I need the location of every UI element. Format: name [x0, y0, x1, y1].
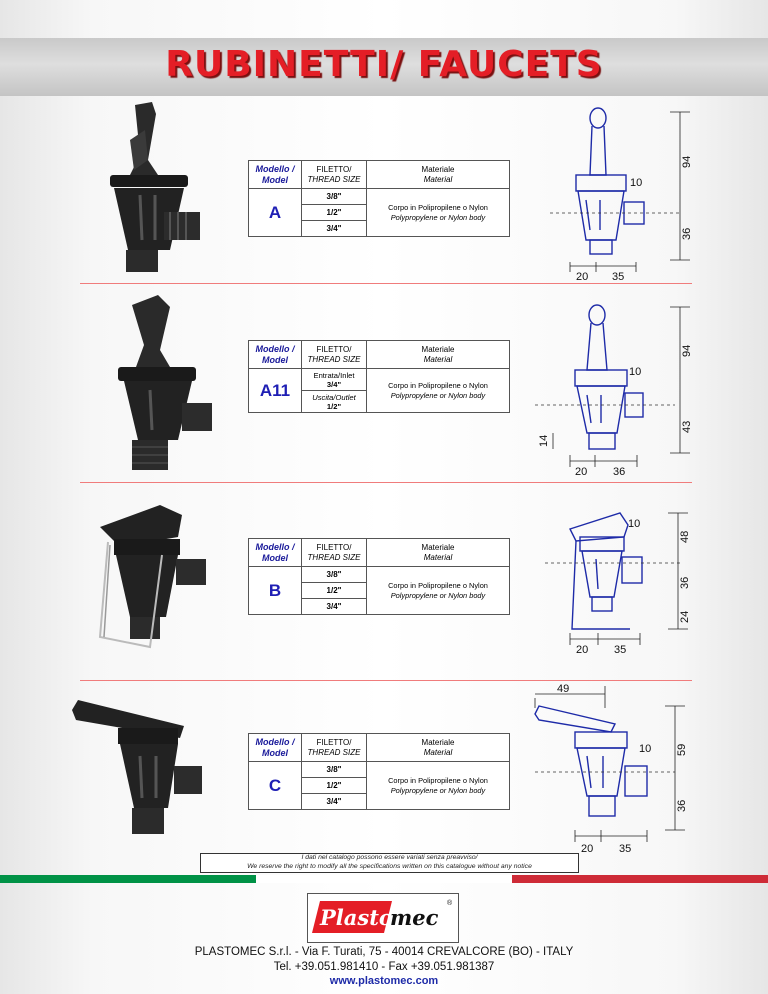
model-code: A — [249, 189, 302, 237]
dim-thread: 10 — [630, 177, 643, 189]
thread-size: 3/4" — [302, 599, 367, 615]
thread-size: 1/2" — [302, 778, 367, 794]
faucet-b-photo — [90, 497, 220, 677]
italian-flag-stripe — [0, 875, 768, 883]
spec-table-a — [248, 160, 510, 237]
model-code: C — [249, 762, 302, 810]
dim-lower: 36 — [679, 576, 691, 589]
dim-height: 94 — [681, 344, 693, 357]
dim-thread: 10 — [628, 518, 641, 530]
dim-lower: 43 — [681, 420, 693, 433]
thread-size: 1/2" — [302, 583, 367, 599]
dim-thread: 10 — [639, 743, 652, 755]
material-cell: Corpo in Polipropilene o Nylon Polypropylene or Nylon body — [367, 567, 510, 615]
material-header: Materiale Material — [367, 341, 510, 369]
page-title: RUBINETTI/ FAUCETS — [165, 44, 603, 85]
section-divider — [80, 283, 692, 284]
dim-width1: 20 — [581, 843, 594, 855]
model-code: A11 — [249, 369, 302, 413]
spec-table-c — [248, 733, 510, 810]
spec-table-a11 — [248, 340, 510, 413]
thread-header: FILETTO/ THREAD SIZE — [302, 161, 367, 189]
thread-size: 1/2" — [302, 205, 367, 221]
faucet-a11-photo — [110, 295, 220, 475]
dim-width2: 35 — [612, 271, 625, 280]
material-cell: Corpo in Polipropilene o Nylon Polypropylene or Nylon body — [367, 369, 510, 413]
flag-red — [512, 875, 768, 883]
dim-width2: 35 — [614, 644, 627, 656]
dim-width2: 35 — [619, 843, 632, 855]
model-code: B — [249, 567, 302, 615]
dim-width1: 20 — [575, 466, 588, 478]
thread-size: 3/4" — [302, 794, 367, 810]
dim-width1: 20 — [576, 271, 589, 280]
dim-height: 94 — [681, 155, 693, 168]
flag-green — [0, 875, 256, 883]
dim-lower: 36 — [681, 227, 693, 240]
dim-width1: 20 — [576, 644, 589, 656]
dim-bottom: 24 — [679, 610, 691, 623]
dim-top: 49 — [557, 683, 570, 695]
flag-white — [256, 875, 512, 883]
inlet-cell: Entrata/Inlet 3/4" — [302, 369, 367, 391]
model-header: Modello / Model — [249, 161, 302, 189]
company-address: PLASTOMEC S.r.l. - Via F. Turati, 75 - 40014 CREVALCORE (BO) - ITALY — [194, 946, 574, 958]
section-divider — [80, 482, 692, 483]
model-header: Modello / Model — [249, 341, 302, 369]
spec-table-b — [248, 538, 510, 615]
material-header: Materiale Material — [367, 539, 510, 567]
thread-header: FILETTO/ THREAD SIZE — [302, 341, 367, 369]
model-header: Modello / Model — [249, 734, 302, 762]
drawing-b — [540, 497, 700, 657]
outlet-cell: Uscita/Outlet 1/2" — [302, 391, 367, 413]
thread-header: FILETTO/ THREAD SIZE — [302, 734, 367, 762]
material-header: Materiale Material — [367, 161, 510, 189]
dim-height: 59 — [676, 743, 688, 756]
material-cell: Corpo in Polipropilene o Nylon Polypropylene or Nylon body — [367, 189, 510, 237]
material-cell: Corpo in Polipropilene o Nylon Polypropylene or Nylon body — [367, 762, 510, 810]
dim-width2: 36 — [613, 466, 626, 478]
model-header: Modello / Model — [249, 539, 302, 567]
company-website-link[interactable]: www.plastomec.com — [329, 975, 439, 987]
company-phone: Tel. +39.051.981410 - Fax +39.051.981387 — [273, 961, 495, 973]
material-header: Materiale Material — [367, 734, 510, 762]
faucet-c-photo — [68, 698, 218, 848]
dim-thread: 10 — [629, 366, 642, 378]
thread-size: 3/8" — [302, 189, 367, 205]
dim-height: 48 — [679, 530, 691, 543]
plastomec-logo: Plasto mec ® — [307, 893, 459, 943]
drawing-a11 — [525, 295, 700, 480]
thread-size: 3/8" — [302, 762, 367, 778]
dim-nipple: 14 — [538, 434, 550, 447]
faucet-a-photo — [100, 100, 210, 280]
dim-lower: 36 — [676, 799, 688, 812]
thread-size: 3/4" — [302, 221, 367, 237]
disclaimer: I dati nel catalogo possono essere variati senza preavviso/ We reserve the right to modify all the specifications written on this catalogue without any notice — [200, 853, 579, 873]
drawing-a — [540, 100, 700, 280]
thread-size: 3/8" — [302, 567, 367, 583]
thread-header: FILETTO/ THREAD SIZE — [302, 539, 367, 567]
drawing-c — [525, 680, 700, 855]
